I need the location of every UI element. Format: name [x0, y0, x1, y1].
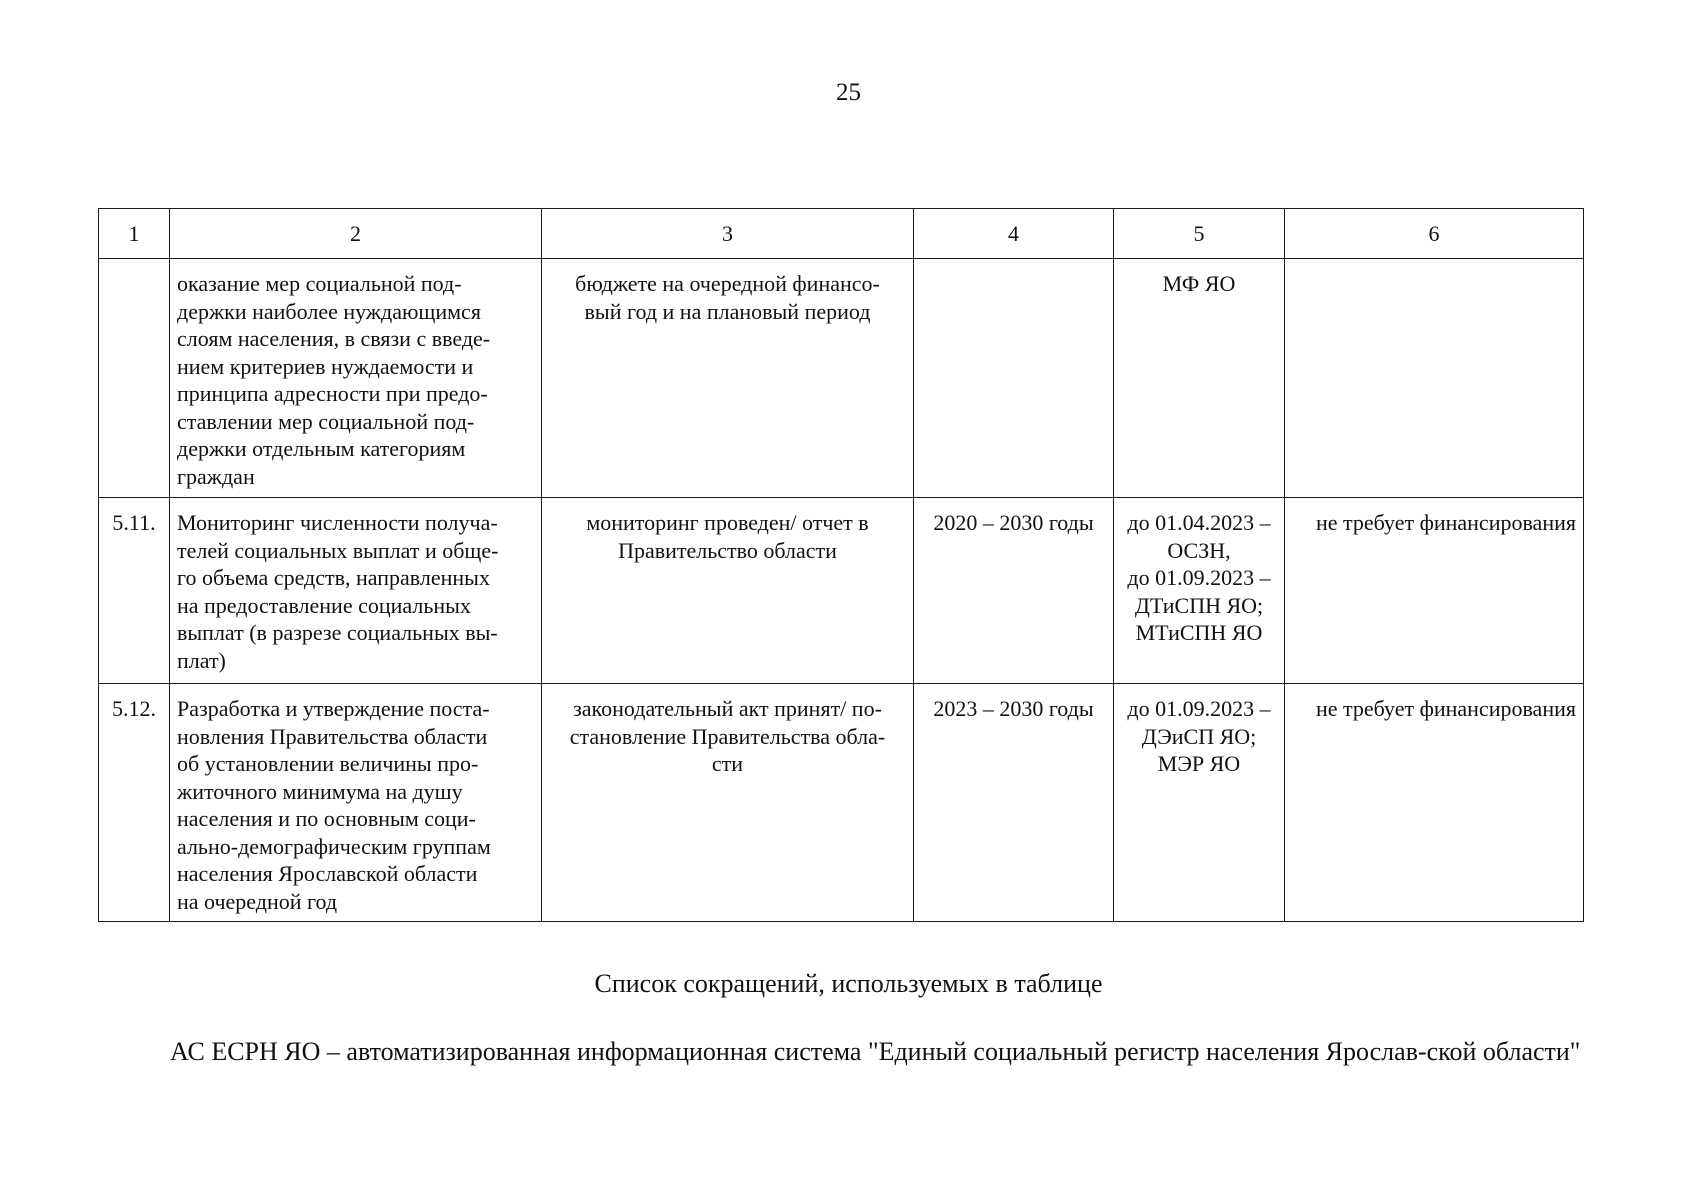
row-number: 5.12.	[99, 684, 170, 922]
column-header-1: 1	[99, 209, 170, 259]
responsible-executor: до 01.09.2023 – ДЭиСП ЯО; МЭР ЯО	[1114, 684, 1285, 922]
measure-description: оказание мер социальной под- держки наиболее нуждающимся слоям населения, в связи с введе- нием критериев нуждаемости и принципа адресности при предо- ставлении мер социальной под- держки отдельным категориям граждан	[170, 259, 542, 498]
page-number: 25	[836, 79, 861, 106]
row-number	[99, 259, 170, 498]
responsible-executor: МФ ЯО	[1114, 259, 1285, 498]
expected-result: бюджете на очередной финансо- вый год и на плановый период	[542, 259, 914, 498]
funding-source	[1285, 259, 1584, 498]
table-row	[99, 684, 1584, 922]
abbreviation-item: АС ЕСРН ЯО – автоматизированная информационная система "Единый социальный регистр населения Ярослав-ской области"	[170, 1037, 1581, 1066]
column-header-4: 4	[914, 209, 1114, 259]
row-number: 5.11.	[99, 498, 170, 684]
table-row	[99, 498, 1584, 684]
responsible-executor: до 01.04.2023 – ОСЗН, до 01.09.2023 – ДТиСПН ЯО; МТиСПН ЯО	[1114, 498, 1285, 684]
implementation-period	[914, 259, 1114, 498]
abbreviations-title: Список сокращений, используемых в таблице	[594, 969, 1103, 998]
implementation-period: 2023 – 2030 годы	[914, 684, 1114, 922]
implementation-period: 2020 – 2030 годы	[914, 498, 1114, 684]
funding-source: не требует финансирования	[1285, 498, 1584, 684]
column-header-3: 3	[542, 209, 914, 259]
column-header-5: 5	[1114, 209, 1285, 259]
funding-source: не требует финансирования	[1285, 684, 1584, 922]
measure-description: Мониторинг численности получа- телей социальных выплат и обще- го объема средств, направленных на предоставление социальных выплат (в разрезе социальных вы- плат)	[170, 498, 542, 684]
table-header-row	[99, 209, 1584, 259]
measures-table	[98, 208, 1584, 922]
column-header-2: 2	[170, 209, 542, 259]
table-row	[99, 259, 1584, 498]
measure-description: Разработка и утверждение поста- новления Правительства области об установлении величины про- житочного минимума на душу населения и по основным соци- ально-демографическим группам населения Ярославской области на очередной год	[170, 684, 542, 922]
expected-result: законодательный акт принят/ по- становление Правительства обла- сти	[542, 684, 914, 922]
expected-result: мониторинг проведен/ отчет в Правительство области	[542, 498, 914, 684]
column-header-6: 6	[1285, 209, 1584, 259]
